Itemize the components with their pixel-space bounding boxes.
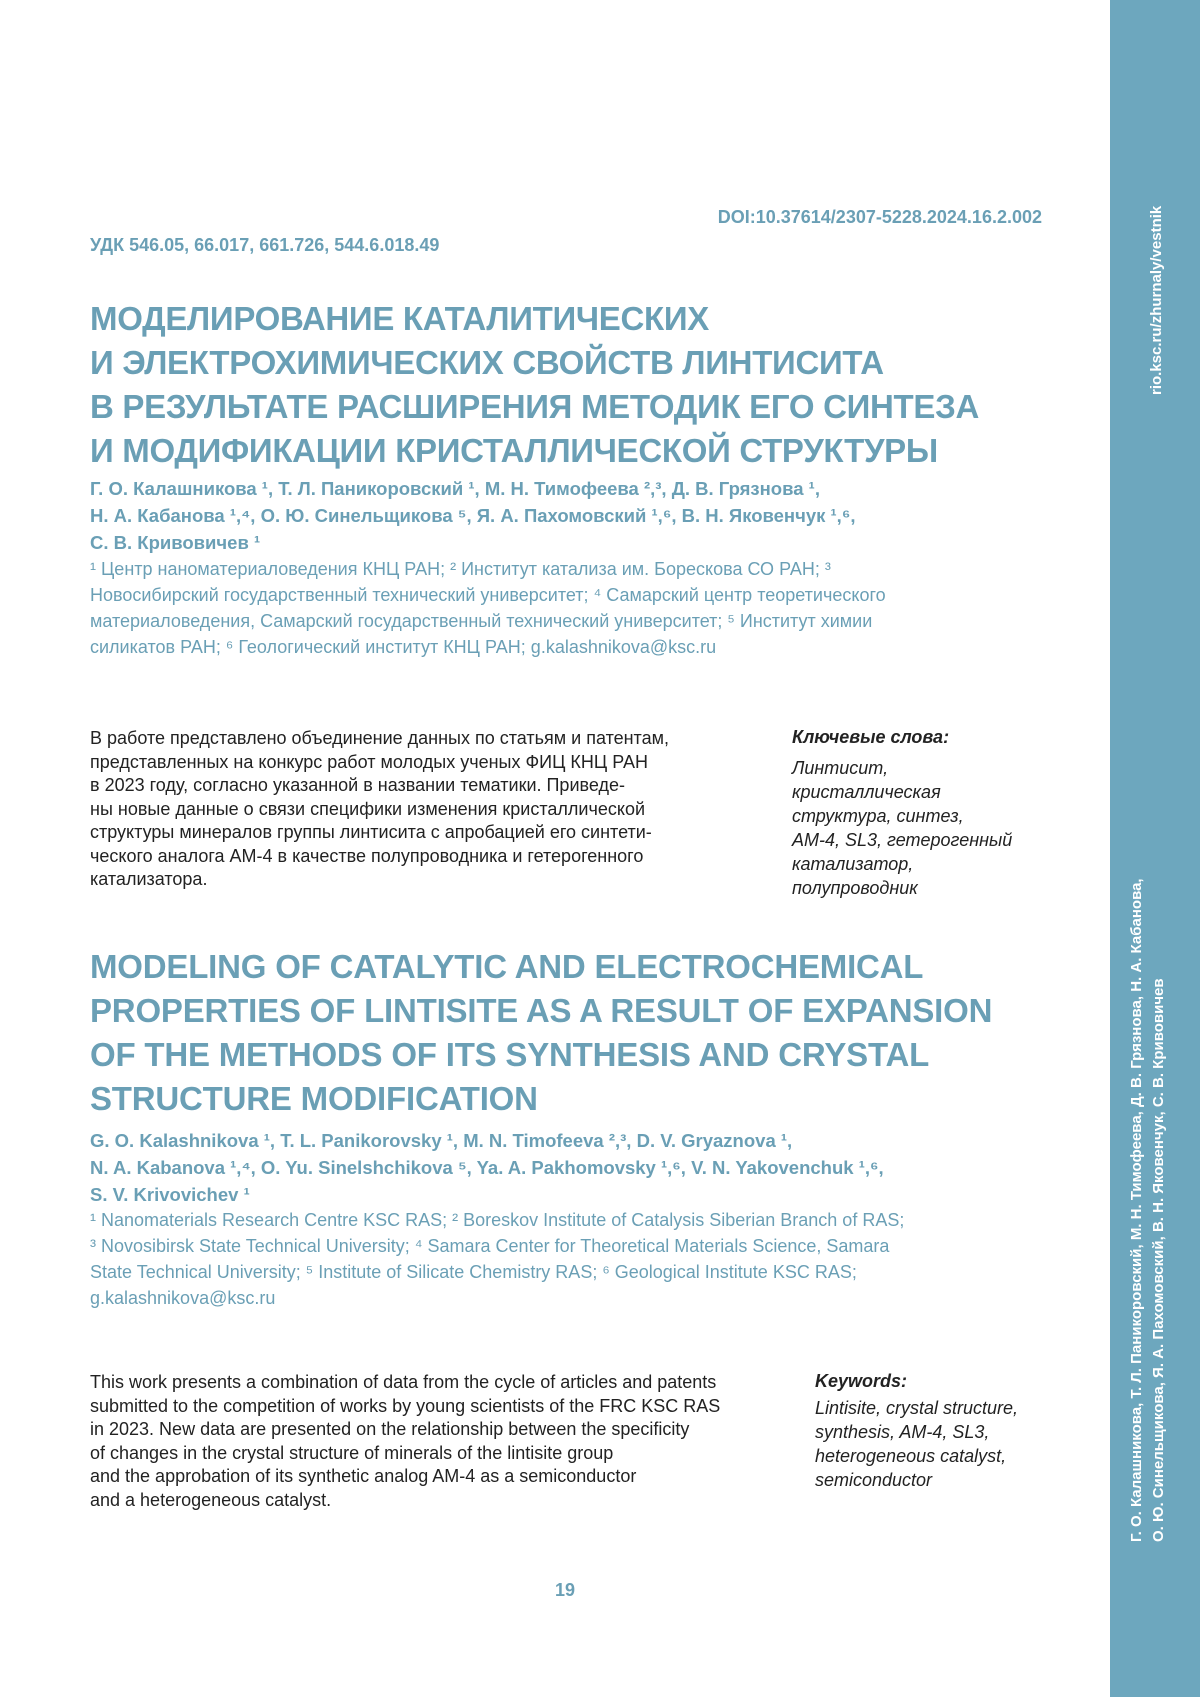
abstract-line: in 2023. New data are presented on the relationship between the specificity [90, 1419, 690, 1439]
affiliation-line: силикатов РАН; ⁶ Геологический институт КНЦ РАН; g.kalashnikova@ksc.ru [90, 637, 717, 657]
abstract-english [90, 1371, 770, 1512]
title-line: В РЕЗУЛЬТАТЕ РАСШИРЕНИЯ МЕТОДИК ЕГО СИНТЕЗА [90, 388, 980, 425]
keyword-line: АМ-4, SL3, гетерогенный [792, 830, 1013, 850]
abstract-line: ны новые данные о связи специфики изменения кристаллической [90, 798, 646, 819]
abstract-line: структуры минералов группы линтисита с апробацией его синтети- [90, 822, 652, 842]
abstract-line: В работе представлено объединение данных по статьям и патентам, [90, 728, 669, 748]
authors-english [90, 1127, 1020, 1208]
abstract-line: ческого аналога АМ-4 в качестве полупроводника и гетерогенного [90, 845, 644, 866]
affiliation-line: ³ Novosibirsk State Technical University; ⁴ Samara Center for Theoretical Materials Science, Samara [90, 1236, 890, 1256]
affiliations-russian [90, 556, 1050, 660]
keyword-line: полупроводник [792, 878, 918, 898]
affiliation-line: ¹ Nanomaterials Research Centre KSC RAS; ² Boreskov Institute of Catalysis Siberian Branch of RAS; [90, 1210, 905, 1230]
sidebar-authors [1126, 878, 1170, 1542]
author-line: Г. О. Калашникова ¹, Т. Л. Паникоровский ¹, М. Н. Тимофеева ²,³, Д. В. Грязнова ¹, [90, 478, 820, 499]
sidebar-authors-line: О. Ю. Синельщикова, Я. А. Пахомовский, В. Н. Яковенчук, С. В. Кривовичев [1150, 978, 1167, 1542]
keyword-line: synthesis, AM-4, SL3, [815, 1422, 990, 1442]
keywords-heading-english: Keywords: [815, 1371, 908, 1391]
title-line: И ЭЛЕКТРОХИМИЧЕСКИХ СВОЙСТВ ЛИНТИСИТА [90, 344, 884, 381]
keyword-line: Линтисит, [792, 758, 889, 778]
keyword-line: semiconductor [815, 1470, 933, 1490]
sidebar-url[interactable]: rio.ksc.ru/zhurnaly/vestnik [1148, 205, 1165, 395]
affiliation-line: материаловедения, Самарский государственный технический университет; ⁵ Институт химии [90, 611, 873, 631]
abstract-line: of changes in the crystal structure of minerals of the lintisite group [90, 1442, 614, 1463]
author-line: S. V. Krivovichev ¹ [90, 1184, 250, 1205]
udk-code: УДК 546.05, 66.017, 661.726, 544.6.018.49 [90, 235, 440, 255]
sidebar-authors-line: Г. О. Калашникова, Т. Л. Паникоровский, М. Н. Тимофеева, Д. В. Грязнова, Н. А. Кабанова, [1128, 878, 1145, 1542]
title-line: MODELING OF CATALYTIC AND ELECTROCHEMICAL [90, 948, 924, 985]
abstract-line: катализатора. [90, 869, 208, 889]
affiliation-line: State Technical University; ⁵ Institute of Silicate Chemistry RAS; ⁶ Geological Institute KSC RAS; [90, 1262, 857, 1282]
doi-link[interactable]: DOI:10.37614/2307-5228.2024.16.2.002 [717, 207, 1042, 227]
keyword-line: кристаллическая [792, 782, 941, 802]
author-line: G. O. Kalashnikova ¹, T. L. Panikorovsky ¹, M. N. Timofeeva ²,³, D. V. Gryaznova ¹, [90, 1130, 793, 1151]
keywords-russian [792, 756, 1012, 900]
title-line: OF THE METHODS OF ITS SYNTHESIS AND CRYSTAL [90, 1036, 930, 1073]
title-line: PROPERTIES OF LINTISITE AS A RESULT OF EXPANSION [90, 992, 993, 1029]
abstract-line: в 2023 году, согласно указанной в названии тематики. Приведе- [90, 775, 625, 795]
abstract-line: submitted to the competition of works by young scientists of the FRC KSC RAS [90, 1395, 721, 1416]
title-line: МОДЕЛИРОВАНИЕ КАТАЛИТИЧЕСКИХ [90, 300, 710, 337]
author-line: N. A. Kabanova ¹,⁴, O. Yu. Sinelshchikova ⁵, Ya. A. Pakhomovsky ¹,⁶, V. N. Yakovenchuk ¹,⁶, [90, 1157, 884, 1178]
keyword-line: структура, синтез, [792, 806, 964, 826]
affiliation-line: Новосибирский государственный технический университет; ⁴ Самарский центр теоретического [90, 585, 886, 605]
keyword-line: катализатор, [792, 854, 914, 874]
keyword-line: heterogeneous catalyst, [815, 1446, 1007, 1466]
title-russian [90, 297, 1090, 473]
abstract-line: This work presents a combination of data from the cycle of articles and patents [90, 1372, 717, 1392]
title-line: STRUCTURE MODIFICATION [90, 1080, 538, 1117]
affiliation-line: g.kalashnikova@ksc.ru [90, 1288, 276, 1308]
title-line: И МОДИФИКАЦИИ КРИСТАЛЛИЧЕСКОЙ СТРУКТУРЫ [90, 432, 938, 469]
keywords-english [815, 1396, 1018, 1492]
affiliation-line: ¹ Центр наноматериаловедения КНЦ РАН; ² Институт катализа им. Борескова СО РАН; ³ [90, 559, 831, 579]
affiliations-english [90, 1207, 1050, 1311]
keywords-heading-russian: Ключевые слова: [792, 727, 950, 747]
authors-russian [90, 475, 1020, 556]
page-number: 19 [555, 1580, 576, 1600]
keyword-line: Lintisite, crystal structure, [815, 1398, 1019, 1418]
abstract-russian [90, 727, 748, 892]
title-english [90, 945, 1100, 1121]
abstract-line: представленных на конкурс работ молодых ученых ФИЦ КНЦ РАН [90, 751, 649, 772]
author-line: С. В. Кривовичев ¹ [90, 532, 261, 553]
abstract-line: and a heterogeneous catalyst. [90, 1489, 332, 1510]
abstract-line: and the approbation of its synthetic analog AM-4 as a semiconductor [90, 1466, 637, 1486]
author-line: Н. А. Кабанова ¹,⁴, О. Ю. Синельщикова ⁵, Я. А. Пахомовский ¹,⁶, В. Н. Яковенчук ¹,⁶, [90, 505, 856, 526]
